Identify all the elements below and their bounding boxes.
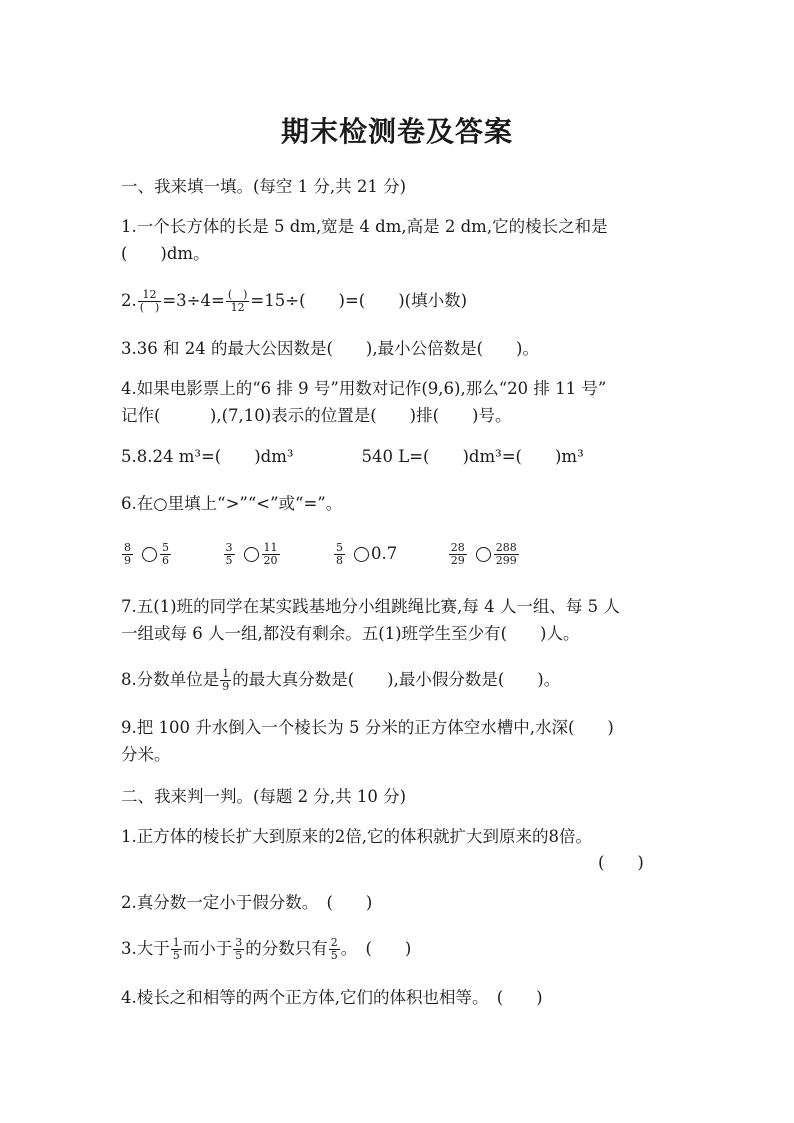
compare-circle[interactable] xyxy=(476,547,491,562)
fraction-denominator: 9 xyxy=(124,554,131,567)
judge-3 xyxy=(121,937,411,962)
fraction-numerator: 1 xyxy=(172,936,180,949)
question-8-suffix: 的最大真分数是( ),最小假分数是( )。 xyxy=(232,670,561,689)
judge-2: 2.真分数一定小于假分数。 ( ) xyxy=(121,893,373,912)
question-7-line2: 一组或每 6 人一组,都没有剩余。五(1)班学生至少有( )人。 xyxy=(121,624,580,643)
question-6-items xyxy=(121,542,520,567)
question-2-suffix: =15÷( )=( )(填小数) xyxy=(250,291,468,310)
judge-3-suffix: 。 ( ) xyxy=(340,939,412,958)
fraction-denominator: 6 xyxy=(162,554,169,567)
judge-3-mid2: 的分数只有 xyxy=(245,939,328,958)
fraction-numerator: 5 xyxy=(162,541,169,554)
fraction-numerator: 28 xyxy=(450,541,465,554)
fraction-denominator: 12 xyxy=(230,301,245,314)
section2-heading: 二、我来判一判。(每题 2 分,共 10 分) xyxy=(121,787,407,806)
fraction-numerator: 12 xyxy=(138,289,162,302)
fraction-numerator: 5 xyxy=(336,541,343,554)
q6-item3-left-fraction xyxy=(334,542,345,567)
fraction-blank-over-12 xyxy=(226,289,250,314)
question-9-line1: 9.把 100 升水倒入一个棱长为 5 分米的正方体空水槽中,水深( ) xyxy=(121,718,614,737)
question-2 xyxy=(121,289,467,314)
fraction-numerator: 8 xyxy=(124,541,131,554)
fraction-denominator: 8 xyxy=(336,554,343,567)
fraction-three-fifths xyxy=(233,937,244,962)
q6-item1-right-fraction xyxy=(160,542,171,567)
compare-circle[interactable] xyxy=(142,547,157,562)
compare-circle[interactable] xyxy=(244,547,259,562)
fraction-12-over-blank xyxy=(138,289,162,314)
question-8-prefix: 8.分数单位是 xyxy=(121,670,220,689)
question-9-line2: 分米。 xyxy=(121,745,171,764)
q6-item2-right-fraction xyxy=(262,542,280,567)
fraction-denominator: 5 xyxy=(330,949,338,962)
judge-1: 1.正方体的棱长扩大到原来的2倍,它的体积就扩大到原来的8倍。 xyxy=(121,827,592,846)
q6-item4-right-fraction xyxy=(494,542,519,567)
fraction-two-fifths xyxy=(329,937,340,962)
compare-circle[interactable] xyxy=(354,547,369,562)
fraction-denominator: 20 xyxy=(263,554,278,567)
q6-item2-left-fraction xyxy=(224,542,235,567)
fraction-numerator: 1 xyxy=(222,667,230,680)
question-5-part-b: 540 L=( )dm³=( )m³ xyxy=(361,447,584,466)
fraction-numerator: ( ) xyxy=(227,288,248,301)
fraction-numerator: 3 xyxy=(235,936,243,949)
fraction-numerator: 2 xyxy=(330,936,338,949)
q6-item4-left-fraction xyxy=(449,542,467,567)
question-1-line2: ( )dm。 xyxy=(121,244,210,263)
q6-item3-right-value: 0.7 xyxy=(371,544,398,563)
judge-4: 4.棱长之和相等的两个正方体,它们的体积也相等。 ( ) xyxy=(121,988,543,1007)
fraction-numerator: 3 xyxy=(225,541,233,554)
question-2-prefix: 2. xyxy=(121,291,137,310)
question-4-line2: 记作( ),(7,10)表示的位置是( )排( )号。 xyxy=(121,406,512,425)
fraction-one-ninth xyxy=(220,668,231,693)
page-title: 期末检测卷及答案 xyxy=(280,115,513,148)
question-5 xyxy=(121,446,584,468)
question-1-line1: 1.一个长方体的长是 5 dm,宽是 4 dm,高是 2 dm,它的棱长之和是 xyxy=(121,217,608,236)
question-4-line1: 4.如果电影票上的“6 排 9 号”用数对记作(9,6),那么“20 排 11 号” xyxy=(121,379,607,398)
question-2-mid: =3÷4= xyxy=(162,291,225,310)
fraction-denominator: 29 xyxy=(450,554,465,567)
fraction-denominator: 5 xyxy=(235,949,243,962)
q6-item1-left-fraction xyxy=(122,542,133,567)
fraction-one-fifth xyxy=(171,937,182,962)
fraction-denominator: 5 xyxy=(225,554,233,567)
question-8 xyxy=(121,668,560,693)
section1-heading: 一、我来填一填。(每空 1 分,共 21 分) xyxy=(121,177,407,196)
question-3: 3.36 和 24 的最大公因数是( ),最小公倍数是( )。 xyxy=(121,339,539,358)
fraction-denominator: ( ) xyxy=(139,301,160,314)
fraction-denominator: 9 xyxy=(222,680,230,693)
question-6: 6.在○里填上“>”“<”或“=”。 xyxy=(121,494,343,513)
question-5-part-a: 5.8.24 m³=( )dm³ xyxy=(121,447,294,466)
question-7-line1: 7.五(1)班的同学在某实践基地分小组跳绳比赛,每 4 人一组、每 5 人 xyxy=(121,597,620,616)
fraction-denominator: 5 xyxy=(172,949,180,962)
fraction-numerator: 11 xyxy=(263,541,278,554)
fraction-denominator: 299 xyxy=(495,554,517,567)
judge-3-mid1: 而小于 xyxy=(182,939,233,958)
judge-3-prefix: 3.大于 xyxy=(121,939,170,958)
fraction-numerator: 288 xyxy=(495,541,517,554)
judge-1-answer-paren[interactable]: ( ) xyxy=(598,853,644,872)
